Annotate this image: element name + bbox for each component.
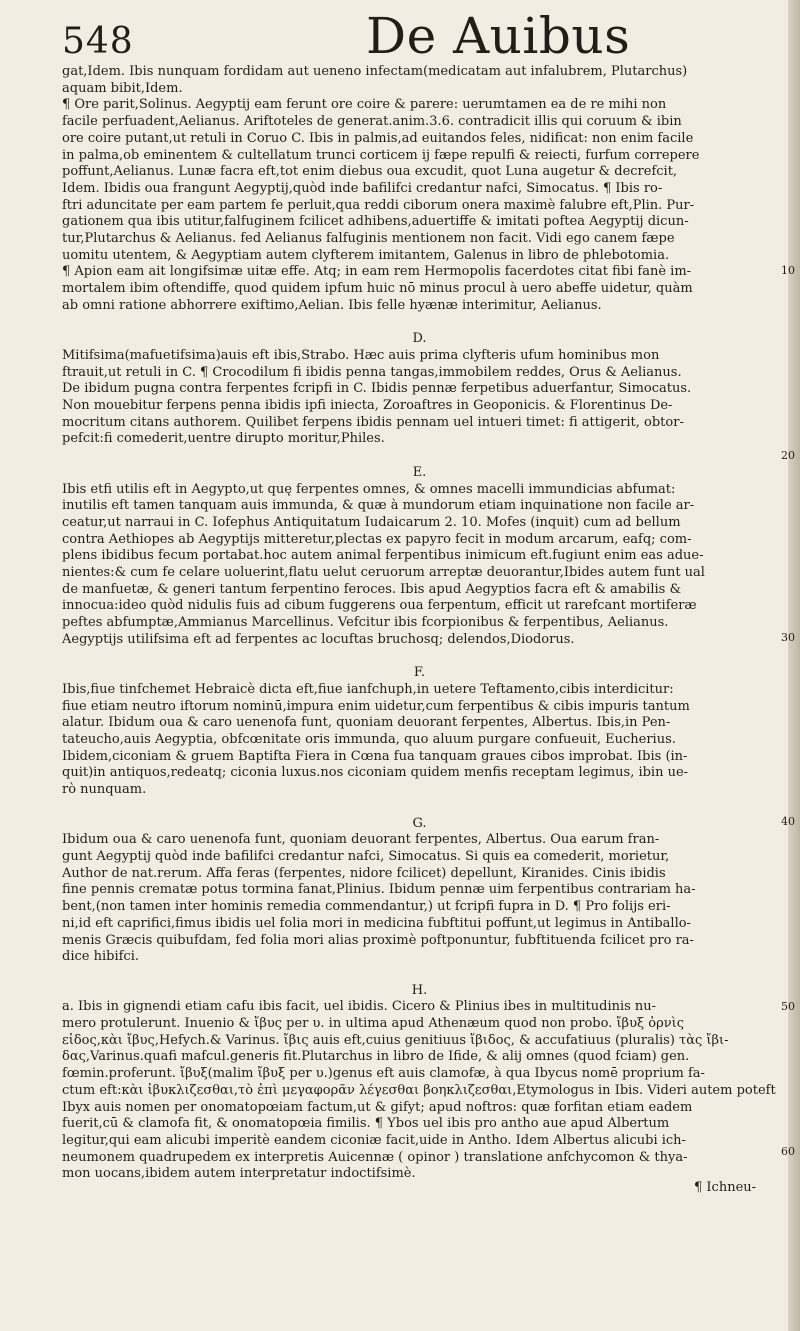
text-line: de manfuetæ, & generi tantum ferpentino feroces. Ibis apud Aegyptios facra eft & amabilis & — [62, 581, 682, 597]
page-edge — [788, 0, 800, 1331]
text-line: neumonem quadrupedem ex interpretis Auicennæ ( opinor ) translatione anfchycomon & thya- — [62, 1149, 688, 1165]
text-line: rò nunquam. — [62, 782, 147, 798]
section-letter: F. — [413, 665, 426, 681]
text-line: ore coire putant,ut retuli in Coruo C. Ibis in palmis,ad euitandos feles, nidificat: non enim facile — [62, 130, 694, 146]
text-line: tur,Plutarchus & Aelianus. fed Aelianus falfuginis mentionem non facit. Vidi ego canem fæpe — [62, 231, 675, 247]
text-line: mortalem ibim oftendiffe, quod quidem ipfum huic nō minus procul à uero abeffe uidetur, quàm — [62, 281, 693, 297]
text-line: Ibidum oua & caro uenenofa funt, quoniam deuorant ferpentes, Albertus. Oua earum fran- — [62, 832, 660, 848]
text-line: bent,(non tamen inter hominis remedia commendantur,) ut fcripfi fupra in D. ¶ Pro folijs eri- — [62, 899, 671, 915]
page-header — [0, 0, 800, 64]
text-line: ni,id eft caprifici,fimus ibidis uel folia mori in medicina fubftitui poffunt,ut legimus in Antiballo- — [62, 915, 691, 931]
margin-line-number: 30 — [781, 631, 795, 644]
text-line: mon uocans,ibidem autem interpretatur indoctifsimè. — [62, 1166, 416, 1182]
text-line: plens ibidibus fecum portabat.hoc autem animal ferpentibus inimicum eft.fugiunt enim eas adue- — [62, 548, 704, 564]
text-line: innocua:ideo quòd nidulis fuis ad cibum fuggerens oua ferpentum, efficit ut rarefcant mortiferæ — [62, 598, 697, 614]
margin-line-number: 10 — [781, 264, 795, 277]
text-line: legitur,qui eam alicubi imperitè eandem ciconiæ facit,uide in Antho. Idem Albertus alicubi ich- — [62, 1132, 686, 1148]
text-line: Aegyptijs utilifsima eft ad ferpentes ac locuftas bruchosq; delendos,Diodorus. — [62, 631, 575, 647]
text-line: fœmin.proferunt. ἴβυξ(malim ἴβυξ per υ.)genus eft auis clamofæ, à qua Ibycus nomē proprium fa- — [62, 1066, 705, 1082]
section-spacer — [62, 799, 777, 816]
text-line: gat,Idem. Ibis nunquam fordidam aut ueneno infectam(medicatam aut infalubrem, Plutarchus) — [62, 64, 688, 79]
text-line: εἶδος,κὰι ἴβυς,Hefych.& Varinus. ἴβις auis eft,cuius genitiuus ἴβιδος, & accufatiuus (pluralis) τὰς ἴβι- — [62, 1032, 729, 1048]
text-line: Non mouebitur ferpens penna ibidis ipfi iniecta, Zoroaftres in Geoponicis. & Florentinus De- — [62, 398, 673, 414]
text-line: peftes abfumptæ,Ammianus Marcellinus. Vefcitur ibis fcorpionibus & ferpentibus, Aelianus. — [62, 615, 669, 631]
section-letter: E. — [412, 464, 427, 480]
section-spacer — [62, 966, 777, 983]
text-line: in palma,ob eminentem & cultellatum trunci corticem ij fæpe repulfi & reiecti, furfum correpere — [62, 147, 700, 163]
text-line: Author de nat.rerum. Affa feras (ferpentes, nidore fcilicet) depellunt, Kiranides. Cinis ibidis — [62, 865, 666, 881]
text-line: mocritum citans authorem. Quilibet ferpens ibidis pennam uel intueri timet: fi attigerit, obtor- — [62, 414, 684, 430]
text-line: Ibidem,ciconiam & gruem Baptifta Fiera in Cœna fua tanquam graues cibos improbat. Ibis (in- — [62, 748, 688, 764]
text-line: Ibis etfi utilis eft in Aegypto,ut quę ferpentes omnes, & omnes macelli immundicias abfumat: — [62, 481, 676, 497]
text-line: Ibis,fiue tinfchemet Hebraicè dicta eft,fiue ianfchuph,in uetere Teftamento,cibis interdicitur: — [62, 681, 674, 697]
text-line: fiue etiam neutro iftorum nominū,impura enim uidetur,cum ferpentibus & cibis impuris tantum — [62, 698, 690, 714]
text-line: tateucho,auis Aegyptia, obfcœnitate oris immunda, quo aluum purgare confueuit, Eucherius. — [62, 732, 676, 748]
text-line: contra Aethiopes ab Aegyptijs mitteretur,plectas ex papyro fecit in modum arcarum, eafq; com- — [62, 531, 692, 547]
text-line: De ibidum pugna contra ferpentes fcripfi in C. Ibidis pennæ ferpetibus aduerfantur, Simocatus. — [62, 381, 692, 397]
running-title: De Auibus — [366, 7, 631, 65]
text-line: dice hibifci. — [62, 949, 139, 965]
margin-line-number: 40 — [781, 815, 795, 828]
text-line: ctum eft:κὰι ἰβυκλιζεσθαι,τὸ ἐπὶ μεγαφορᾶν λέγεσθαι βοηκλιζεσθαι,Etymologus in Ibis. Videri autem poteft — [62, 1082, 776, 1098]
section-letter: H. — [411, 982, 428, 998]
text-line: δας,Varinus.quafi mafcul.generis fit.Plutarchus in libro de Ifide, & alij omnes (quod fciam) gen. — [62, 1049, 690, 1065]
text-line: ab omni ratione abhorrere exiftimo,Aelian. Ibis felle hyænæ interimitur, Aelianus. — [62, 297, 602, 313]
text-line: quit)in antiquos,redeatq; ciconia luxus.nos ciconiam quidem menfis receptam legimus, ibin ue- — [62, 765, 689, 781]
section-letter: D. — [412, 331, 427, 347]
text-line: facile perfuadent,Aelianus. Ariftoteles de generat.anim.3.6. contradicit illis qui coruum & ibin — [62, 114, 682, 130]
text-line: ftri aduncitate per eam partem fe perluit,qua reddi ciborum onera maximè falubre eft,Plin. Pur- — [62, 197, 695, 213]
text-line: aquam bibit,Idem. — [62, 80, 183, 96]
text-line: nientes:& cum fe celare uoluerint,flatu uelut ceruorum arreptæ deuorantur,Ibides autem funt ual — [62, 565, 705, 581]
text-line: gunt Aegyptij quòd inde bafilifci credantur nafci, Simocatus. Si quis ea comederit, morietur, — [62, 848, 670, 864]
text-line: menis Græcis quibufdam, fed folia mori alias proximè poftponuntur, fubftituenda fcilicet pro ra- — [62, 932, 694, 948]
text-line: ¶ Ore parit,Solinus. Aegyptij eam ferunt ore coire & parere: uerumtamen ea de re mihi non — [62, 97, 667, 113]
catchword: ¶ Ichneu- — [694, 1180, 757, 1195]
text-line: poffunt,Aelianus. Lunæ facra eft,tot enim diebus oua excudit, quot Luna augetur & decrefcit, — [62, 164, 678, 180]
text-line: fine pennis crematæ potus tormina fanat,Plinius. Ibidum pennæ uim ferpentibus contrariam ha- — [62, 882, 696, 898]
text-line: Mitifsima(mafuetifsima)auis eft ibis,Strabo. Hæc auis prima clyfteris ufum hominibus mon — [62, 347, 660, 363]
text-line: ftrauit,ut retuli in C. ¶ Crocodilum fi ibidis penna tangas,immobilem reddes, Orus & Aelianus. — [62, 364, 682, 380]
text-line: inutilis eft tamen tanquam auis immunda, & quæ à mundorum etiam inquinatione non facile ar- — [62, 498, 695, 514]
text-line: pefcit:fi comederit,uentre dirupto moritur,Philes. — [62, 431, 385, 447]
section-spacer — [62, 315, 777, 332]
text-line: gationem qua ibis utitur,falfuginem fcilicet adhibens,aduertiffe & imitati poftea Aegyptij dicun- — [62, 214, 689, 230]
section-letter: G. — [412, 815, 427, 831]
margin-line-number: 50 — [781, 1000, 795, 1013]
text-line: a. Ibis in gignendi etiam cafu ibis facit, uel ibidis. Cicero & Plinius ibes in multitudinis nu- — [62, 999, 657, 1015]
margin-line-number: 60 — [781, 1145, 795, 1158]
text-line: fuerit,cū & clamofa fit, & onomatopœia fimilis. ¶ Ybos uel ibis pro antho aue apud Albertum — [62, 1116, 670, 1132]
text-line: ceatur,ut narraui in C. Iofephus Antiquitatum Iudaicarum 2. 10. Mofes (inquit) cum ad bellum — [62, 514, 681, 530]
text-line: mero protulerunt. Inuenio & ἴβυς per υ. in ultima apud Athenæum quod non probo. ἴβυξ ὀρνὶς — [62, 1016, 685, 1031]
margin-line-number: 20 — [781, 449, 795, 462]
text-line: Idem. Ibidis oua frangunt Aegyptij,quòd inde bafilifci credantur nafci, Simocatus. ¶ Ibis ro- — [62, 180, 663, 196]
section-spacer — [62, 649, 777, 666]
section-spacer — [62, 448, 777, 465]
text-line: Ibyx auis nomen per onomatopœiam factum,ut & gifyt; apud noftros: quæ forfitan etiam eadem — [62, 1099, 693, 1115]
main-text — [62, 64, 777, 1183]
text-line: alatur. Ibidum oua & caro uenenofa funt, quoniam deuorant ferpentes, Albertus. Ibis,in Pen- — [62, 715, 671, 731]
text-line: ¶ Apion eam ait longifsimæ uitæ effe. Atq; in eam rem Hermopolis facerdotes citat fibi fanè im- — [62, 264, 692, 280]
text-line: uomitu utentem, & Aegyptiam autem clyfterem imitantem, Galenus in libro de phlebotomia. — [62, 247, 670, 263]
page-number: 548 — [62, 21, 134, 62]
